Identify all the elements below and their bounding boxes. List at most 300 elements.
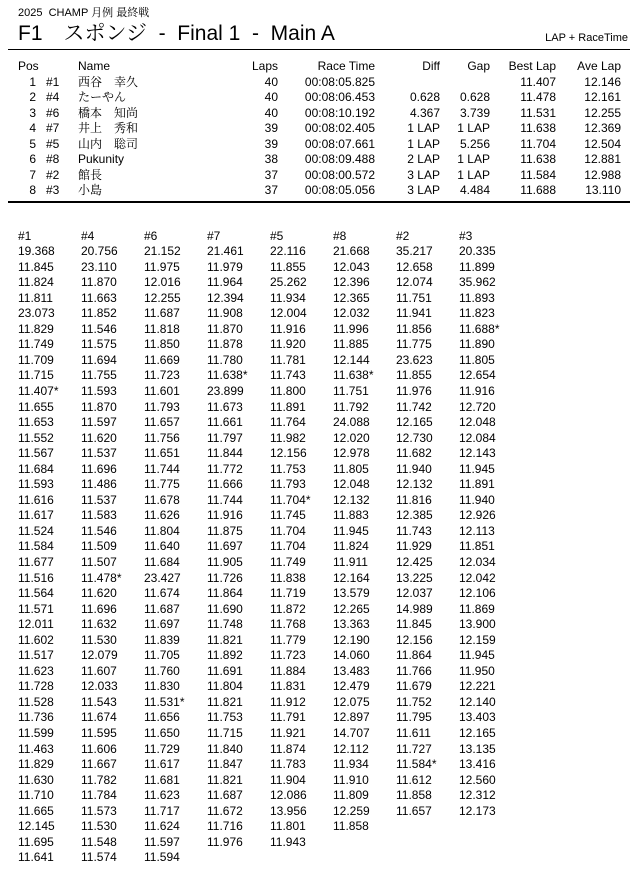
lap-time-cell: 11.564: [18, 586, 54, 601]
results-row: [18, 106, 621, 122]
result-cell: 40: [264, 74, 278, 89]
lap-time-cell: 11.715: [18, 368, 54, 383]
lap-time-cell: 11.667: [81, 757, 117, 772]
result-cell: 4: [29, 121, 36, 135]
lap-time-cell: 11.650: [144, 726, 180, 740]
result-cell: 12.255: [584, 105, 621, 120]
lap-row: [18, 260, 522, 276]
timing-mode-label: LAP + RaceTime: [545, 32, 628, 44]
lap-time-cell: 12.259: [333, 803, 370, 818]
result-cell: [440, 75, 490, 91]
lap-time-cell: 11.684: [144, 554, 180, 569]
lap-time-cell: 13.135: [459, 741, 496, 756]
lap-time-cell: 11.543: [81, 694, 117, 709]
result-cell: #7: [46, 121, 60, 135]
lap-time-cell: 11.878: [207, 337, 243, 352]
lap-time-cell: 11.945: [333, 523, 369, 538]
lap-row: [18, 679, 522, 695]
lap-time-cell: 11.620: [81, 430, 117, 445]
lap-time-cell: 11.920: [270, 337, 306, 352]
lap-time-cell: 11.593: [81, 383, 117, 398]
result-cell: 12.504: [584, 136, 621, 151]
lap-row: [18, 742, 522, 758]
lap-time-cell: 11.899: [459, 259, 495, 274]
lap-time-cell: 11.797: [207, 430, 243, 445]
result-cell: 3 LAP: [407, 183, 440, 197]
result-cell: #3: [46, 183, 60, 197]
lap-time-cell: 11.606: [81, 741, 117, 756]
lap-time-cell: 11.904: [270, 772, 306, 787]
event-title: 2025 CHAMP 月例 最終戦: [18, 7, 150, 19]
lap-time-cell: 11.663: [81, 290, 117, 305]
lap-time-cell: 11.624: [144, 819, 180, 834]
lap-times-body: [18, 244, 522, 866]
result-cell: 11.688: [520, 183, 556, 197]
lap-time-cell: 13.363: [333, 617, 370, 632]
result-cell: 11.638: [520, 152, 556, 166]
lap-row: [18, 353, 522, 369]
lap-time-cell: 13.403: [459, 710, 496, 725]
lap-time-cell: 11.805: [333, 461, 369, 476]
lap-time-cell: 11.940: [459, 492, 495, 507]
lap-time-cell: 11.583: [81, 508, 117, 523]
lap-time-cell: 12.048: [333, 477, 370, 492]
lap-time-cell: 11.831: [270, 679, 306, 694]
lap-time-cell: 11.682: [396, 446, 432, 461]
lap-time-cell: 11.869: [459, 601, 495, 616]
lap-column-header: #2: [396, 228, 410, 243]
lap-time-cell: 11.704*: [270, 492, 311, 507]
lap-time-cell: 12.156: [270, 446, 307, 461]
lap-time-cell: 12.978: [333, 446, 370, 461]
lap-time-cell: 12.897: [333, 710, 370, 725]
lap-time-cell: 12.112: [333, 741, 369, 756]
lap-time-cell: 12.106: [459, 586, 496, 601]
lap-time-cell: 21.152: [144, 244, 181, 259]
result-cell: 11.407: [520, 74, 556, 89]
lap-row: [18, 835, 522, 851]
lap-time-cell: [207, 850, 270, 866]
lap-time-cell: 11.811: [18, 290, 53, 305]
lap-time-cell: 11.626: [144, 508, 180, 523]
lap-time-cell: 12.312: [459, 788, 496, 803]
lap-time-cell: 11.657: [396, 803, 432, 818]
lap-time-cell: 11.524: [18, 523, 54, 538]
lap-time-cell: 13.900: [459, 617, 496, 632]
result-cell: 0.628: [409, 90, 440, 104]
lap-time-cell: 11.976: [396, 383, 432, 398]
lap-time-cell: 11.597: [144, 834, 180, 849]
lap-time-cell: 23.899: [207, 383, 244, 398]
lap-time-cell: 12.165: [459, 726, 496, 740]
lap-time-cell: 12.113: [459, 523, 495, 538]
lap-row: [18, 633, 522, 649]
header-divider: [8, 49, 630, 50]
lap-time-cell: 11.905: [207, 554, 243, 569]
lap-time-cell: 11.709: [18, 352, 54, 367]
lap-time-cell: 12.190: [333, 632, 370, 647]
lap-column-header: #5: [270, 228, 284, 243]
lap-time-cell: 11.728: [18, 679, 54, 694]
lap-time-cell: 12.720: [459, 399, 496, 414]
lap-time-cell: 11.916: [270, 321, 306, 336]
lap-row: [18, 648, 522, 664]
lap-time-cell: 12.086: [270, 788, 307, 803]
results-row: [18, 75, 621, 91]
lap-time-cell: 21.461: [207, 244, 244, 259]
lap-time-cell: 11.742: [396, 399, 432, 414]
lap-time-cell: [333, 850, 396, 866]
result-cell: #1: [46, 74, 60, 89]
lap-row: [18, 804, 522, 820]
lap-time-cell: 11.552: [18, 430, 54, 445]
lap-row: [18, 400, 522, 416]
lap-time-cell: 12.042: [459, 570, 496, 585]
lap-time-cell: 11.674: [144, 586, 180, 601]
result-cell: 11.584: [520, 167, 556, 182]
lap-time-cell: 11.687: [144, 306, 180, 321]
result-cell: 1 LAP: [457, 167, 490, 182]
lap-time-cell: 11.838: [270, 570, 306, 585]
lap-time-cell: 11.850: [144, 337, 180, 352]
lap-time-cell: 11.979: [207, 259, 243, 274]
lap-time-cell: 11.756: [144, 430, 180, 445]
lap-time-cell: 11.751: [333, 383, 369, 398]
lap-time-cell: 11.697: [144, 617, 180, 632]
lap-time-cell: [396, 850, 459, 866]
lap-time-cell: 11.672: [207, 803, 243, 818]
lap-time-cell: 11.775: [396, 337, 432, 352]
result-cell: 館長: [78, 167, 103, 182]
lap-time-cell: 11.872: [270, 601, 306, 616]
lap-time-cell: 11.964: [207, 275, 243, 290]
lap-time-cell: 11.661: [207, 415, 243, 430]
lap-column-header: #7: [207, 228, 221, 243]
lap-time-cell: 11.509: [81, 539, 117, 554]
lap-time-cell: 12.730: [396, 430, 433, 445]
lap-time-cell: 12.265: [333, 601, 370, 616]
lap-time-cell: 14.707: [333, 726, 370, 740]
lap-time-cell: 11.818: [144, 321, 180, 336]
lap-time-cell: 12.143: [459, 446, 496, 461]
lap-row: [18, 322, 522, 338]
lap-time-cell: 11.530: [81, 632, 117, 647]
result-cell: 1: [29, 74, 36, 89]
results-header-row: [18, 59, 621, 75]
results-column-header: [40, 59, 74, 75]
result-cell: [375, 75, 440, 91]
lap-time-cell: 12.394: [207, 290, 244, 305]
lap-time-cell: 14.060: [333, 648, 370, 663]
result-cell: 38: [264, 152, 278, 166]
lap-time-cell: 11.996: [333, 321, 369, 336]
lap-time-cell: 11.921: [270, 726, 306, 740]
lap-time-cell: 12.144: [333, 352, 370, 367]
lap-time-cell: [459, 819, 522, 835]
result-cell: #4: [46, 90, 60, 104]
lap-time-cell: 11.916: [459, 383, 495, 398]
results-column-header: Diff: [422, 59, 440, 73]
lap-row: [18, 586, 522, 602]
lap-row: [18, 275, 522, 291]
lap-time-cell: 11.839: [144, 632, 180, 647]
lap-time-cell: 11.748: [207, 617, 243, 632]
lap-time-cell: 13.225: [396, 570, 433, 585]
lap-time-cell: 12.173: [459, 803, 496, 818]
race-title: F1 スポンジ - Final 1 - Main A: [18, 22, 335, 45]
lap-time-cell: 11.727: [396, 741, 432, 756]
lap-time-cell: 11.516: [18, 570, 54, 585]
lap-time-cell: 12.159: [459, 632, 496, 647]
lap-time-cell: 11.845: [396, 617, 432, 632]
lap-time-cell: 11.548: [81, 834, 117, 849]
lap-row: [18, 850, 522, 866]
lap-header-row: [18, 229, 522, 245]
lap-row: [18, 462, 522, 478]
lap-time-cell: 11.657: [144, 415, 180, 430]
lap-time-cell: [396, 835, 459, 851]
lap-time-cell: 12.020: [333, 430, 370, 445]
lap-time-cell: 12.365: [333, 290, 370, 305]
result-cell: 00:08:09.488: [304, 152, 375, 166]
lap-time-cell: 11.736: [18, 710, 54, 725]
lap-time-cell: 11.792: [333, 399, 369, 414]
lap-time-cell: 11.607: [81, 663, 117, 678]
lap-time-cell: 13.483: [333, 663, 370, 678]
lap-time-cell: 11.929: [396, 539, 432, 554]
lap-time-cell: 11.567: [18, 446, 54, 461]
lap-time-cell: 11.800: [270, 383, 306, 398]
lap-time-cell: 11.704: [270, 523, 306, 538]
lap-time-cell: 11.669: [144, 352, 180, 367]
lap-time-cell: 11.855: [396, 368, 432, 383]
lap-time-cell: 12.016: [144, 275, 181, 290]
results-column-header: Ave Lap: [577, 59, 621, 73]
result-cell: 橋本 知尚: [78, 105, 139, 120]
lap-column-header: #8: [333, 228, 347, 243]
lap-time-cell: 11.611: [396, 726, 431, 740]
lap-time-cell: 11.597: [81, 415, 117, 430]
lap-time-cell: 11.755: [81, 368, 117, 383]
lap-time-cell: 11.830: [144, 679, 180, 694]
lap-row: [18, 306, 522, 322]
lap-row: [18, 710, 522, 726]
result-cell: 40: [264, 90, 278, 104]
lap-time-cell: 12.074: [396, 275, 433, 290]
lap-time-cell: 12.425: [396, 554, 433, 569]
lap-time-cell: 11.681: [144, 772, 180, 787]
lap-time-cell: 12.145: [18, 819, 55, 834]
lap-time-cell: 11.824: [333, 539, 369, 554]
lap-time-cell: 11.574: [81, 850, 117, 865]
lap-time-cell: 11.684: [18, 461, 54, 476]
lap-time-cell: 25.262: [270, 275, 307, 290]
lap-time-cell: 11.528: [18, 694, 54, 709]
lap-time-cell: 11.717: [144, 803, 180, 818]
lap-row: [18, 493, 522, 509]
lap-time-cell: 11.816: [396, 492, 432, 507]
lap-time-cell: 11.908: [207, 306, 243, 321]
lap-time-cell: 11.852: [81, 306, 117, 321]
lap-row: [18, 291, 522, 307]
lap-time-cell: 11.593: [18, 477, 54, 492]
lap-time-cell: 11.934: [270, 290, 306, 305]
lap-time-cell: 11.705: [144, 648, 180, 663]
result-cell: 37: [264, 167, 278, 182]
lap-time-cell: 12.156: [396, 632, 433, 647]
lap-time-cell: 11.687: [207, 788, 243, 803]
lap-time-cell: 11.809: [333, 788, 369, 803]
result-cell: 3: [29, 105, 36, 120]
lap-time-cell: 23.110: [81, 259, 117, 274]
result-cell: 3 LAP: [407, 167, 440, 182]
lap-time-cell: 23.427: [144, 570, 181, 585]
lap-time-cell: 11.840: [207, 741, 243, 756]
lap-time-cell: 11.885: [333, 337, 369, 352]
lap-time-cell: 11.729: [144, 741, 180, 756]
lap-time-cell: 11.824: [18, 275, 54, 290]
lap-time-cell: 11.638*: [207, 368, 248, 383]
lap-time-cell: 11.780: [207, 352, 243, 367]
lap-row: [18, 555, 522, 571]
lap-time-cell: 11.847: [207, 757, 243, 772]
lap-row: [18, 524, 522, 540]
lap-time-cell: 11.726: [207, 570, 243, 585]
lap-time-cell: 11.934: [333, 757, 369, 772]
lap-column-header: #3: [459, 228, 473, 243]
lap-time-cell: 11.821: [207, 632, 243, 647]
lap-time-cell: 11.793: [144, 399, 180, 414]
lap-row: [18, 664, 522, 680]
lap-time-cell: 11.641: [18, 850, 54, 865]
lap-time-cell: 11.546: [81, 321, 117, 336]
result-cell: 井上 秀和: [78, 121, 139, 135]
result-cell: 12.881: [584, 152, 621, 166]
lap-time-cell: 11.893: [459, 290, 495, 305]
result-cell: 00:08:05.056: [304, 183, 375, 197]
lap-column-header: #1: [18, 228, 32, 243]
lap-time-cell: 11.595: [81, 726, 117, 740]
lap-time-cell: 11.745: [270, 508, 306, 523]
lap-time-cell: 11.694: [81, 352, 117, 367]
lap-row: [18, 431, 522, 447]
lap-time-cell: 13.956: [270, 803, 307, 818]
result-cell: 11.531: [520, 105, 556, 120]
lap-time-cell: 12.011: [18, 617, 54, 632]
result-cell: 11.704: [520, 136, 556, 151]
lap-time-cell: 11.704: [270, 539, 306, 554]
lap-time-cell: 11.916: [207, 508, 243, 523]
lap-row: [18, 368, 522, 384]
result-cell: #2: [46, 167, 60, 182]
result-cell: 00:08:02.405: [304, 121, 375, 135]
lap-time-cell: 23.073: [18, 306, 55, 321]
lap-time-cell: 11.612: [396, 772, 432, 787]
lap-time-cell: 11.616: [18, 492, 54, 507]
lap-time-cell: 11.696: [81, 461, 117, 476]
lap-time-cell: 11.782: [81, 772, 117, 787]
lap-time-cell: 11.573: [81, 803, 117, 818]
result-cell: 5: [29, 136, 36, 151]
report-header: [0, 0, 638, 47]
lap-time-cell: 12.255: [144, 290, 181, 305]
lap-time-cell: 11.678: [144, 492, 180, 507]
lap-time-cell: 11.744: [207, 492, 243, 507]
lap-time-cell: 12.658: [396, 259, 433, 274]
lap-time-cell: 11.795: [396, 710, 432, 725]
lap-time-cell: 12.140: [459, 694, 496, 709]
lap-row: [18, 415, 522, 431]
result-cell: 8: [29, 183, 36, 197]
lap-time-cell: 12.164: [333, 570, 370, 585]
lap-time-cell: 11.829: [18, 757, 54, 772]
lap-row: [18, 477, 522, 493]
result-cell: 西谷 幸久: [78, 74, 139, 89]
lap-time-cell: 11.941: [396, 306, 432, 321]
lap-time-cell: 11.775: [144, 477, 180, 492]
lap-time-cell: 11.584: [18, 539, 54, 554]
lap-column-header: #6: [144, 228, 158, 243]
lap-time-cell: 11.537: [81, 492, 117, 507]
result-cell: 12.146: [584, 74, 621, 89]
result-cell: 1 LAP: [407, 136, 440, 151]
lap-row: [18, 602, 522, 618]
lap-time-cell: 11.804: [144, 523, 180, 538]
lap-time-cell: 11.546: [81, 523, 117, 538]
lap-time-cell: 11.892: [207, 648, 243, 663]
results-table: [18, 59, 621, 199]
lap-time-cell: 11.673: [207, 399, 243, 414]
lap-time-cell: 11.784: [81, 788, 117, 803]
lap-time-cell: 11.602: [18, 632, 54, 647]
lap-time-cell: 20.335: [459, 244, 496, 259]
lap-time-cell: 11.870: [207, 321, 243, 336]
result-cell: 13.110: [585, 183, 621, 197]
lap-time-cell: 12.385: [396, 508, 433, 523]
lap-row: [18, 571, 522, 587]
lap-time-cell: 11.945: [459, 461, 495, 476]
lap-time-cell: 12.654: [459, 368, 496, 383]
lap-time-cell: 11.617: [18, 508, 54, 523]
result-cell: 12.988: [584, 167, 621, 182]
lap-time-cell: 11.601: [144, 383, 180, 398]
result-cell: 37: [264, 183, 278, 197]
lap-time-cell: 11.463: [18, 741, 54, 756]
lap-time-cell: 20.756: [81, 244, 118, 259]
lap-time-cell: 11.507: [81, 554, 117, 569]
lap-time-cell: 11.630: [18, 772, 54, 787]
lap-time-cell: 11.655: [18, 399, 54, 414]
lap-time-cell: 12.132: [333, 492, 370, 507]
lap-time-cell: 11.617: [144, 757, 180, 772]
lap-row: [18, 773, 522, 789]
result-cell: 00:08:06.453: [304, 90, 375, 104]
lap-time-cell: 11.697: [207, 539, 243, 554]
result-cell: 4.367: [409, 105, 440, 120]
lap-time-cell: 12.084: [459, 430, 496, 445]
result-cell: Pukunity: [78, 152, 125, 166]
lap-time-cell: [459, 850, 522, 866]
lap-time-cell: 11.715: [207, 726, 243, 740]
lap-row: [18, 244, 522, 260]
lap-time-cell: 11.858: [396, 788, 432, 803]
lap-time-cell: 11.710: [18, 788, 54, 803]
lap-time-cell: 11.638*: [333, 368, 374, 383]
lap-time-cell: 11.891: [270, 399, 306, 414]
lap-time-cell: 11.594: [144, 850, 180, 865]
lap-time-cell: 11.753: [207, 710, 243, 725]
lap-time-cell: 13.416: [459, 757, 496, 772]
